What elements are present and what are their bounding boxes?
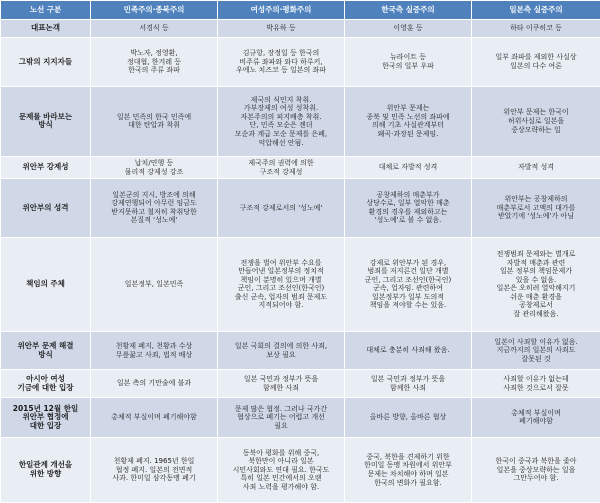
table-row: [1, 20, 600, 38]
table-cell: 일본 민족의 한국 민족에 대한 탄압과 착취: [91, 86, 218, 156]
table-cell: 일본정부, 일본민족: [91, 237, 218, 331]
table-cell: 위안부는 공창제하의 매춘부로서 고액의 대가를 받았기에 '성노예'가 아님: [472, 179, 600, 237]
table-cell: 전쟁을 벌여 위안부 수요를 만들어낸 일본정부의 정치적 책임이 분명히 있으며 개별 군인, 그리고 조선인(한국인) 출신 군속, 업자의 범죄 문제도 지적되어야 함.: [218, 237, 345, 331]
table-cell: 천황제 폐지, 천황과 수상 무릎꿇고 사죄, 법적 배상: [91, 332, 218, 370]
table-cell: 일본군의 지시, 방조에 의해 강제연행되어 아무런 임금도 받지못하고 철저히 착취당한 본질적 '성노예': [91, 179, 218, 237]
table-cell: 공창제하의 매춘부가 상당수로, 일부 열악한 매춘 환경의 경우를 제외하고는 '성노예'로 볼 수 없음.: [345, 179, 472, 237]
table-cell: 강제로 위안부가 된 경우, 범죄를 저지른건 일단 개별 군인, 그리고 조선인(한국인) 군속, 업자임. 관련하여 일본정부가 일부 도의적 책임을 져야할 수는 있음.: [345, 237, 472, 331]
table-cell: 한국이 중국과 북한을 좇아 일본을 중상모략하는 일을 그만두어야 함.: [472, 438, 600, 503]
table-row: [1, 237, 600, 331]
table-cell: 중국, 북한을 견제하기 위한 한미일 동맹 차원에서 위안부 문제는 차치해야 하며 일본 한국의 변화가 필요함.: [345, 438, 472, 503]
table-row: [1, 397, 600, 437]
table-cell: 구조적 강제로서의 '성노예': [218, 179, 345, 237]
header-cell-category: 노선 구분: [1, 1, 91, 20]
table-cell: 위안부 문제는 종북 및 민족 노선의 좌파에 의해 기초 사실관계부터 왜곡·과장된 문제임.: [345, 86, 472, 156]
row-label: 위안부 문제 해결 방식: [1, 332, 91, 370]
table-cell: 총체적 부실이며 폐기해야함: [472, 397, 600, 437]
table-cell: 자발적 성격: [472, 156, 600, 178]
table-cell: 일본 국민과 정부가 뜻을 함께한 사죄: [218, 370, 345, 398]
table-cell: 이영훈 등: [345, 20, 472, 38]
table-cell: 총체적 부실이며 폐기해야함: [91, 397, 218, 437]
row-label: 대표논객: [1, 20, 91, 38]
table-row: [1, 86, 600, 156]
table-row: [1, 38, 600, 87]
table-cell: 대체로 자발적 성격: [345, 156, 472, 178]
table-cell: 일본 측의 기만술에 불과: [91, 370, 218, 398]
table-cell: 전쟁범죄 문제와는 별개로 자발적 매춘과 관련 일본 정부의 책임문제가 있을 수 없음. 일본은 오히려 열악해지기 쉬운 매춘 환경을 공창제로서 잘 관리해왔음.: [472, 237, 600, 331]
table-cell: 동북아 평화를 위해 중국, 북한만이 아니라 일본 시민사회와도 연대 필요. 한국도 특히 일본 민간에서의 오랜 사죄 노력을 평가해야 함.: [218, 438, 345, 503]
table-row: [1, 156, 600, 178]
row-label: 아시아 여성 기금에 대한 입장: [1, 370, 91, 398]
table-cell: 일본 국회의 결의에 의한 사죄, 보상 필요: [218, 332, 345, 370]
table-cell: 문제 많은 협정. 그러나 국가간 협상으로 폐기는 어렵고 개선 필요: [218, 397, 345, 437]
table-cell: 일부 좌파를 제외한 사실상 일본의 다수 여론: [472, 38, 600, 87]
row-label: 위안부 강제성: [1, 156, 91, 178]
table-cell: 뉴라이트 등 한국의 일부 우파: [345, 38, 472, 87]
header-cell-korean-positivism: 한국측 실증주의: [345, 1, 472, 20]
table-cell: 위안부 문제는 한국이 허위사실로 일본을 중상모략하는 일: [472, 86, 600, 156]
table-cell: 일본 국민과 정부가 뜻을 함께한 사죄: [345, 370, 472, 398]
table-cell: 납치/연행 등 물리적 강제성 강조: [91, 156, 218, 178]
header-cell-nationalism: 민족주의·종북주의: [91, 1, 218, 20]
header-row: [1, 1, 600, 20]
row-label: 문제를 바라보는 방식: [1, 86, 91, 156]
table-cell: 올바른 방향, 올바른 협상: [345, 397, 472, 437]
table-row: [1, 332, 600, 370]
table-cell: 김규항, 장정일 등 한국의 비주류 좌파와 와다 하루키, 우에노 치즈코 등 일본의 좌파: [218, 38, 345, 87]
row-label: 2015년 12월 한일 위안부 협정에 대한 입장: [1, 397, 91, 437]
table-cell: 박노자, 정영환, 정대협, 한겨레 등 한국의 주류 좌파: [91, 38, 218, 87]
table-cell: 천황제 폐지. 1965년 한일 협정 폐지. 일본의 전면적 사과. 한미일 삼각동맹 폐기: [91, 438, 218, 503]
table-cell: 일본이 사죄할 이유가 없음. 지금까지의 일본의 사죄도 잘못된 것: [472, 332, 600, 370]
table-cell: 제국의 식민지 착취. 가부장제의 여성 성착취. 자본주의의 피지배층 착취. 단, 민족 모순은 젠더 모순과 계급 모순 문제를 은폐, 억압해선 안됨.: [218, 86, 345, 156]
row-label: 한일관계 개선을 위한 방향: [1, 438, 91, 503]
table-row: [1, 438, 600, 503]
table-cell: 박유하 등: [218, 20, 345, 38]
table-cell: 제국주의 권력에 의한 구조적 강제성: [218, 156, 345, 178]
header-cell-japanese-positivism: 일본측 실증주의: [472, 1, 600, 20]
table-row: [1, 179, 600, 237]
row-label: 위안부의 성격: [1, 179, 91, 237]
table-row: [1, 370, 600, 398]
table-cell: 사죄할 이유가 없는데 사죄한 것으로서 잘못: [472, 370, 600, 398]
row-label: 그밖의 지지자들: [1, 38, 91, 87]
row-label: 책임의 주체: [1, 237, 91, 331]
table-cell: 서경식 등: [91, 20, 218, 38]
header-cell-feminism: 여성주의·평화주의: [218, 1, 345, 20]
table-cell: 대체로 충분히 사죄해 왔음.: [345, 332, 472, 370]
table-cell: 하타 이쿠히코 등: [472, 20, 600, 38]
